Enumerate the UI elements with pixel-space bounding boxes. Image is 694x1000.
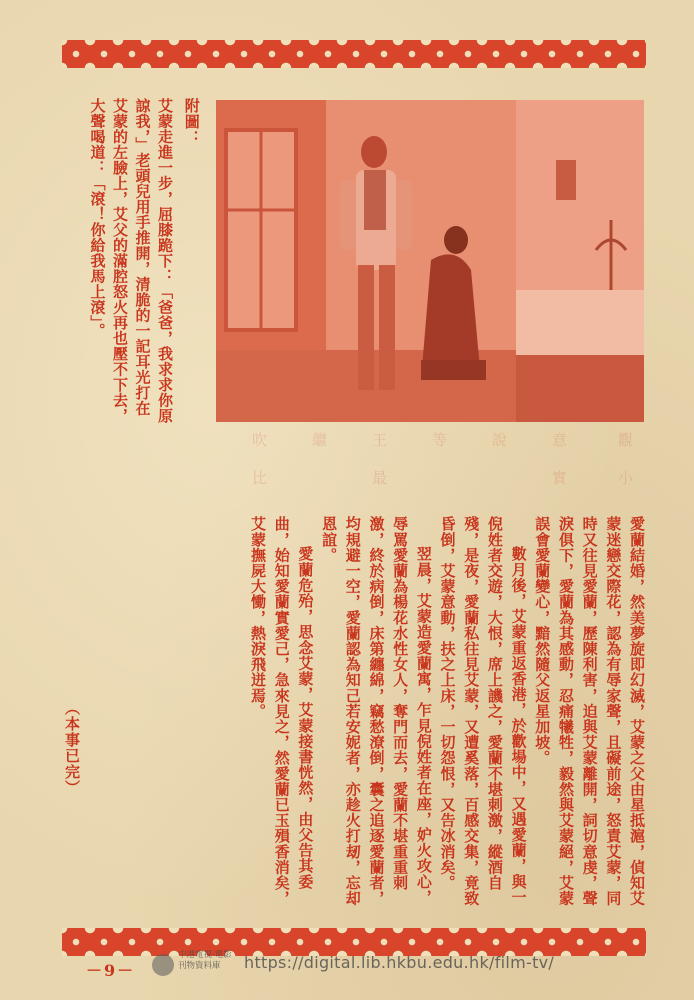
bleed-char: 觀: [616, 432, 634, 457]
story-synopsis: [96, 516, 648, 906]
page-number: －9－: [86, 961, 136, 980]
watermark-org-line: 中港電視‧電影: [178, 950, 232, 960]
show-through-text: [236, 430, 636, 502]
bleed-char: 小: [616, 470, 634, 495]
film-still-photo: [216, 100, 644, 422]
story-paragraph: 愛蘭結婚，然美夢旋即幻滅，艾蒙之父由星抵滬，偵知艾蒙迷戀交際花，認為有辱家聲，且礙前途，怒責艾蒙，同時又往見愛蘭，歷陳利害，迫與艾蒙離開，詞切意虔，聲淚俱下，愛蘭為其感動，忍痛犧牲，毅然與艾蒙絕，艾蒙誤會愛蘭變心，黯然隨父返星加坡。: [533, 516, 646, 906]
bleed-char: 等: [430, 432, 448, 457]
bleed-char: 說: [490, 432, 508, 457]
bleed-char: 比: [250, 470, 268, 495]
watermark-org-line: 刊物資料庫: [178, 960, 221, 971]
bottom-decorative-border: [62, 928, 646, 956]
bleed-char: 最: [370, 470, 388, 495]
top-decorative-border: [62, 40, 646, 68]
story-paragraph: 愛蘭危殆，思念艾蒙，艾蒙接書恍然，由父告其委曲，始知愛蘭實愛己，急來見之，然愛蘭已玉殞香消矣，艾蒙撫屍大慟，熱淚飛迸焉。: [249, 516, 315, 906]
bleed-char: 意: [550, 432, 568, 457]
photo-illustration: [216, 100, 644, 422]
bleed-char: 繼: [310, 432, 328, 457]
library-logo-icon: [152, 954, 174, 976]
bleed-char: 實: [550, 470, 568, 495]
bleed-char: 吹: [250, 432, 268, 457]
story-paragraph: 數月後，艾蒙重返香港，於歡場中，又遇愛蘭，與一倪姓者交遊，大恨，席上譏之，愛蘭不堪刺激，縱酒自殘，是夜，愛蘭私往見艾蒙，又遭奚落，百感交集，竟致昏倒，艾蒙意動，扶之上床，一切怨恨，又告冰消矣。: [438, 516, 528, 906]
bleed-char: 王: [370, 432, 388, 457]
story-paragraph: 翌晨，艾蒙造愛蘭寓，乍見倪姓者在座，妒火攻心，辱罵愛蘭為楊花水性女人，奪門而去，愛蘭不堪重重刺激，終於病倒，床第纏綿，竊愁潦倒，囊之追逐愛蘭者，均規避一空，愛蘭認為知己若安妮者，亦趁火打刼，忘却恩誼。: [320, 516, 433, 906]
watermark-url: https://digital.lib.hkbu.edu.hk/film-tv/: [244, 953, 555, 972]
end-note: （本事已完）: [63, 700, 81, 796]
caption-title: 附圖：: [182, 98, 201, 146]
caption-text: 艾蒙走進一步，屈膝跪下：「爸爸，我求求你原諒我，」老頭兒用手推開，清脆的一記耳光打在艾蒙的左臉上，艾父的滿腔怒火再也壓不下去，大聲喝道：「滾！你給我馬上滾」。: [88, 98, 174, 424]
